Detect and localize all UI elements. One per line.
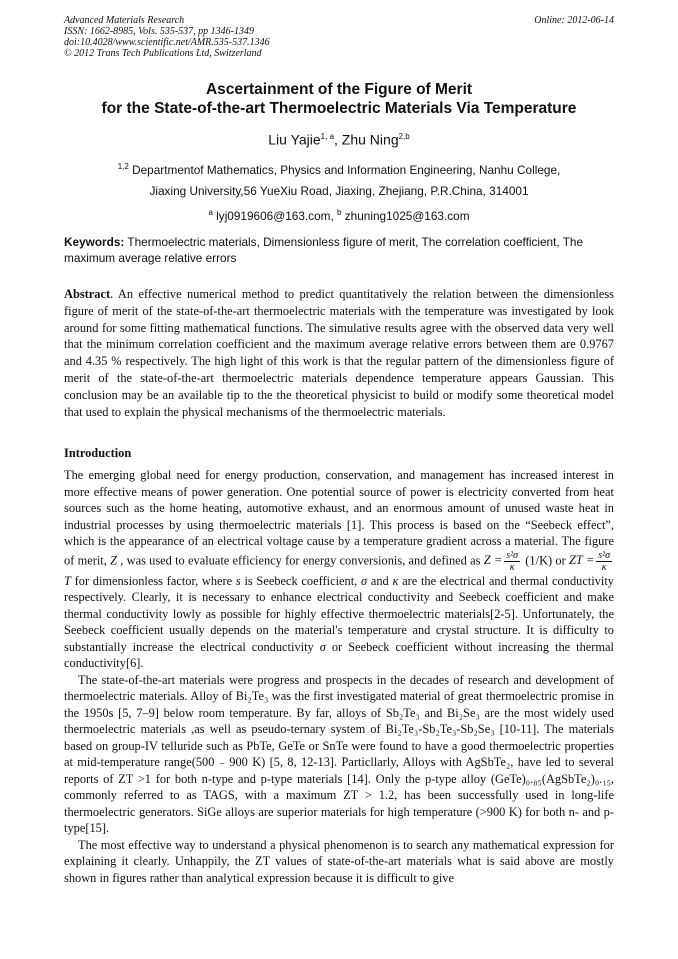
intro-paragraph-2: The state-of-the-art materials were progress and prospects in the decades of research and development of thermoelectric materials. Alloy of Bi₂Te₃ was the first investigated material of great thermoelectric promise in the 1950s [5, 7–9] below room temperature. By far, alloys of Sb₂Te₃ and Bi₂Se₃ are the most widely used thermoelectric materials ,as well as pseudo-ternary system of Bi₂Te₃-Sb₂Te₃-Sb₂Se₃ [10-11]. The materials based on group-IV telluride such as PbTe, GeTe or SnTe were found to have a good thermoelectric properties at mid-temperature range(500﹣900 K) [5, 8, 12-13]. Particllarly, Alloys with AgSbTe₂, have led to several reports of ZT >1 for both n-type and p-type materials [14]. Only the p-type alloy (GeTe)₀.₈₅(AgSbTe₂)₀.₁₅, commonly referred to as TAGS, with a maximum ZT > 1.2, has been successfully used in long-life thermoelectric generators. SiGe alloys are superior materials for high temperature (>900 K) for both n- and p-type[15]. (64, 672, 614, 835)
journal-header (64, 15, 614, 59)
p1-text-d: for dimensionless factor, where (70, 573, 236, 588)
p1-text-e: is Seebeck coefficient, (240, 573, 361, 588)
p1-text-h: or Seebeck coefficient without increasing the thermal conductivity[6]. (64, 639, 615, 670)
email-line (40, 202, 638, 227)
affiliation-line-2: Jiaxing University,56 YueXiu Road, Jiaxing, Zhejiang, P.R.China, 314001 (149, 183, 529, 198)
eq2-numerator: s²σ (598, 549, 611, 561)
p1-text-f: and (367, 573, 393, 588)
affiliation-text-1: Departmentof Mathematics, Physics and Information Engineering, Nanhu College, (132, 162, 561, 177)
paper-title (40, 80, 638, 118)
eq2-denominator: κ (601, 561, 607, 573)
equation-Z (483, 549, 522, 573)
eq1-denominator: κ (509, 561, 515, 573)
eq2-lhs: ZT = (569, 552, 595, 567)
email-a[interactable]: lyj0919606@163.com, (216, 208, 338, 223)
eq2-T: T (64, 573, 71, 588)
keywords-block (64, 234, 614, 266)
keywords-text: Thermoelectric materials, Dimensionless figure of merit, The correlation coefficient, The maximum average relative errors (64, 235, 584, 265)
p1-text-b: , was used to evaluate efficiency for energy conversionis, and defined as (117, 552, 484, 567)
intro-paragraph-3: The most effective way to understand a physical phenomenon is to search any mathematical expression for explaining it clearly. Unhappily, the ZT values of state-of-the-art materials what is said above are mostly shown in figures rather than analytical expression because it is difficult to give (64, 837, 614, 885)
p1-text-c: (1/K) or (522, 552, 569, 567)
email-b[interactable]: zhuning1025@163.com (344, 208, 470, 223)
eq2-fraction (596, 550, 612, 573)
symbol-sigma-2: σ (319, 639, 326, 654)
symbol-Z: Z (110, 552, 117, 567)
doi-line: doi:10.4028/www.scientific.net/AMR.535-537.1346 (64, 37, 270, 48)
eq1-lhs: Z = (483, 552, 503, 567)
email-b-sup: b (337, 207, 342, 217)
intro-paragraph-1 (64, 467, 614, 672)
keywords-label: Keywords: (64, 235, 125, 249)
symbol-s: s (235, 573, 241, 588)
title-line-2: for the State-of-the-art Thermoelectric Materials Via Temperature (101, 100, 577, 117)
issn-line: ISSN: 1662-8985, Vols. 535-537, pp 1346-1349 (64, 26, 254, 37)
p1-text-g: are the electrical and thermal conductivity respectively. Clearly, it is necessary to enhance electrical conductivity and Seebeck coefficient and make thermal conductivity lowly as possible for highly effective thermoelectric materials[2-5]. Unfortunately, the Seebeck coefficient usually depends on the material's temperature and crystal structure. It is difficulty to substantially increase the electrical conductivity (64, 573, 615, 654)
affiliation-block (40, 156, 638, 227)
abstract-block (64, 286, 614, 420)
author-2-affil: 2,b (398, 132, 410, 141)
symbol-kappa: κ (392, 573, 399, 588)
author-1-affil: 1, a (320, 132, 335, 141)
copyright-line: © 2012 Trans Tech Publications Ltd, Switzerland (64, 48, 262, 59)
affiliation-line-1 (40, 156, 638, 181)
email-a-sup: a (208, 207, 213, 217)
eq1-numerator: s²σ (506, 549, 519, 561)
author-list (40, 128, 638, 149)
symbol-sigma: σ (360, 573, 368, 588)
title-line-1: Ascertainment of the Figure of Merit (205, 81, 473, 98)
eq1-fraction (504, 550, 520, 573)
abstract-label: Abstract (64, 287, 111, 301)
author-2: Zhu Ning (341, 131, 399, 148)
abstract-text: . An effective numerical method to predict quantitatively the relation between the dimensionless figure of merit of the state-of-the-art thermoelectric materials with the temperature was investigated by look around for some fitting mathematical functions. The simulative results agree with the observed data very well that the minimum correlation coefficient and the maximum average relative errors between them are 0.9767 and 4.35 % respectively. The high light of this work is that the regular pattern of the dimensionless figure of merit of the state-of-the-art thermoelectric materials dependence temperature appears Gaussian. This conclusion may be an available tip to the the theoretical physicist to build or modify some theoretical model that used to explain the physical mechanisms of the thermoelectric materials. (64, 287, 614, 419)
introduction-body (64, 467, 614, 886)
author-separator: , (334, 131, 342, 148)
online-date: Online: 2012-06-14 (534, 15, 614, 26)
affiliation-sup: 1,2 (117, 162, 129, 171)
section-heading-introduction: Introduction (64, 446, 132, 460)
p1-text-a: The emerging global need for energy production, conservation, and management has increased interest in more effective means of power generation. One potential source of power is electricity converted from heat sources such as the home heating, automotive exhaust, and an enormous amount of unused waste heat in industrial processes by using thermoelectric materials [1]. This process is based on the “Seebeck effect”, which is the appearance of an electrical voltage cause by a temperature gradient across a material. The figure of merit, (64, 468, 614, 567)
author-1: Liu Yajie (268, 131, 321, 148)
journal-name: Advanced Materials Research (64, 15, 185, 26)
